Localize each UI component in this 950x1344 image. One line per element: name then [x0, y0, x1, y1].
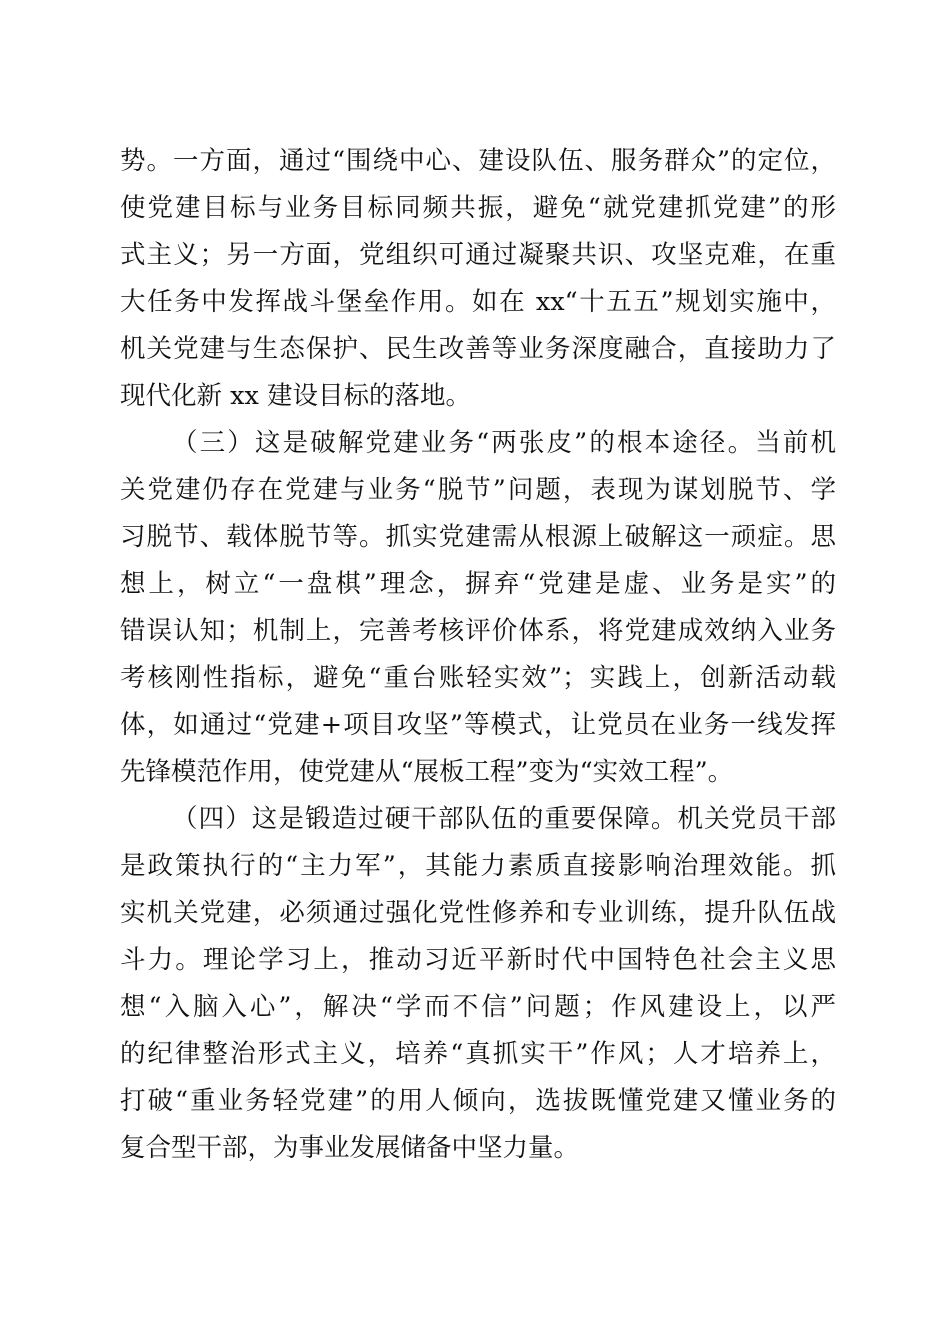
text-line: 先锋模范作用，使党建从“展板工程”变为“实效工程”。 [120, 757, 734, 787]
text-line: 打破“重业务轻党建”的用人倾向，选拔既懂党建又懂业务的 [120, 1086, 836, 1116]
text-line: 习脱节、载体脱节等。抓实党建需从根源上破解这一顽症。思 [120, 522, 836, 552]
text-line: 势。一方面，通过“围绕中心、建设队伍、服务群众”的定位， [120, 146, 836, 176]
text-line: 大任务中发挥战斗堡垒作用。如在 xx“十五五”规划实施中， [120, 287, 836, 317]
text-line: 使党建目标与业务目标同频共振，避免“就党建抓党建”的形 [120, 193, 836, 223]
text-line: 错误认知；机制上，完善考核评价体系，将党建成效纳入业务 [120, 616, 836, 646]
text-line: 实机关党建，必须通过强化党性修养和专业训练，提升队伍战 [120, 898, 836, 928]
text-line: 体，如通过“党建+项目攻坚”等模式，让党员在业务一线发挥 [120, 710, 836, 740]
text-line: 现代化新 xx 建设目标的落地。 [120, 381, 471, 411]
text-line: 关党建仍存在党建与业务“脱节”问题，表现为谋划脱节、学 [120, 475, 836, 505]
document-body [120, 138, 836, 1172]
text-line: 考核刚性指标，避免“重台账轻实效”；实践上，创新活动载 [120, 663, 836, 693]
text-line: 想上，树立“一盘棋”理念，摒弃“党建是虚、业务是实”的 [120, 569, 836, 599]
text-line: 是政策执行的“主力军”，其能力素质直接影响治理效能。抓 [120, 851, 836, 881]
text-line: 的纪律整治形式主义，培养“真抓实干”作风；人才培养上， [120, 1039, 836, 1069]
paragraph-heading-line: （四）这是锻造过硬干部队伍的重要保障。机关党员干部 [172, 804, 836, 834]
paragraph-continued [120, 138, 836, 420]
text-line: 斗力。理论学习上，推动习近平新时代中国特色社会主义思 [120, 945, 836, 975]
paragraph-heading-line: （三）这是破解党建业务“两张皮”的根本途径。当前机 [172, 428, 836, 458]
text-line: 式主义；另一方面，党组织可通过凝聚共识、攻坚克难，在重 [120, 240, 836, 270]
text-line: 复合型干部，为事业发展储备中坚力量。 [120, 1133, 580, 1163]
paragraph-four [120, 796, 836, 1172]
text-line: 想“入脑入心”，解决“学而不信”问题；作风建设上，以严 [120, 992, 836, 1022]
text-line: 机关党建与生态保护、民生改善等业务深度融合，直接助力了 [120, 334, 836, 364]
paragraph-three [120, 420, 836, 796]
